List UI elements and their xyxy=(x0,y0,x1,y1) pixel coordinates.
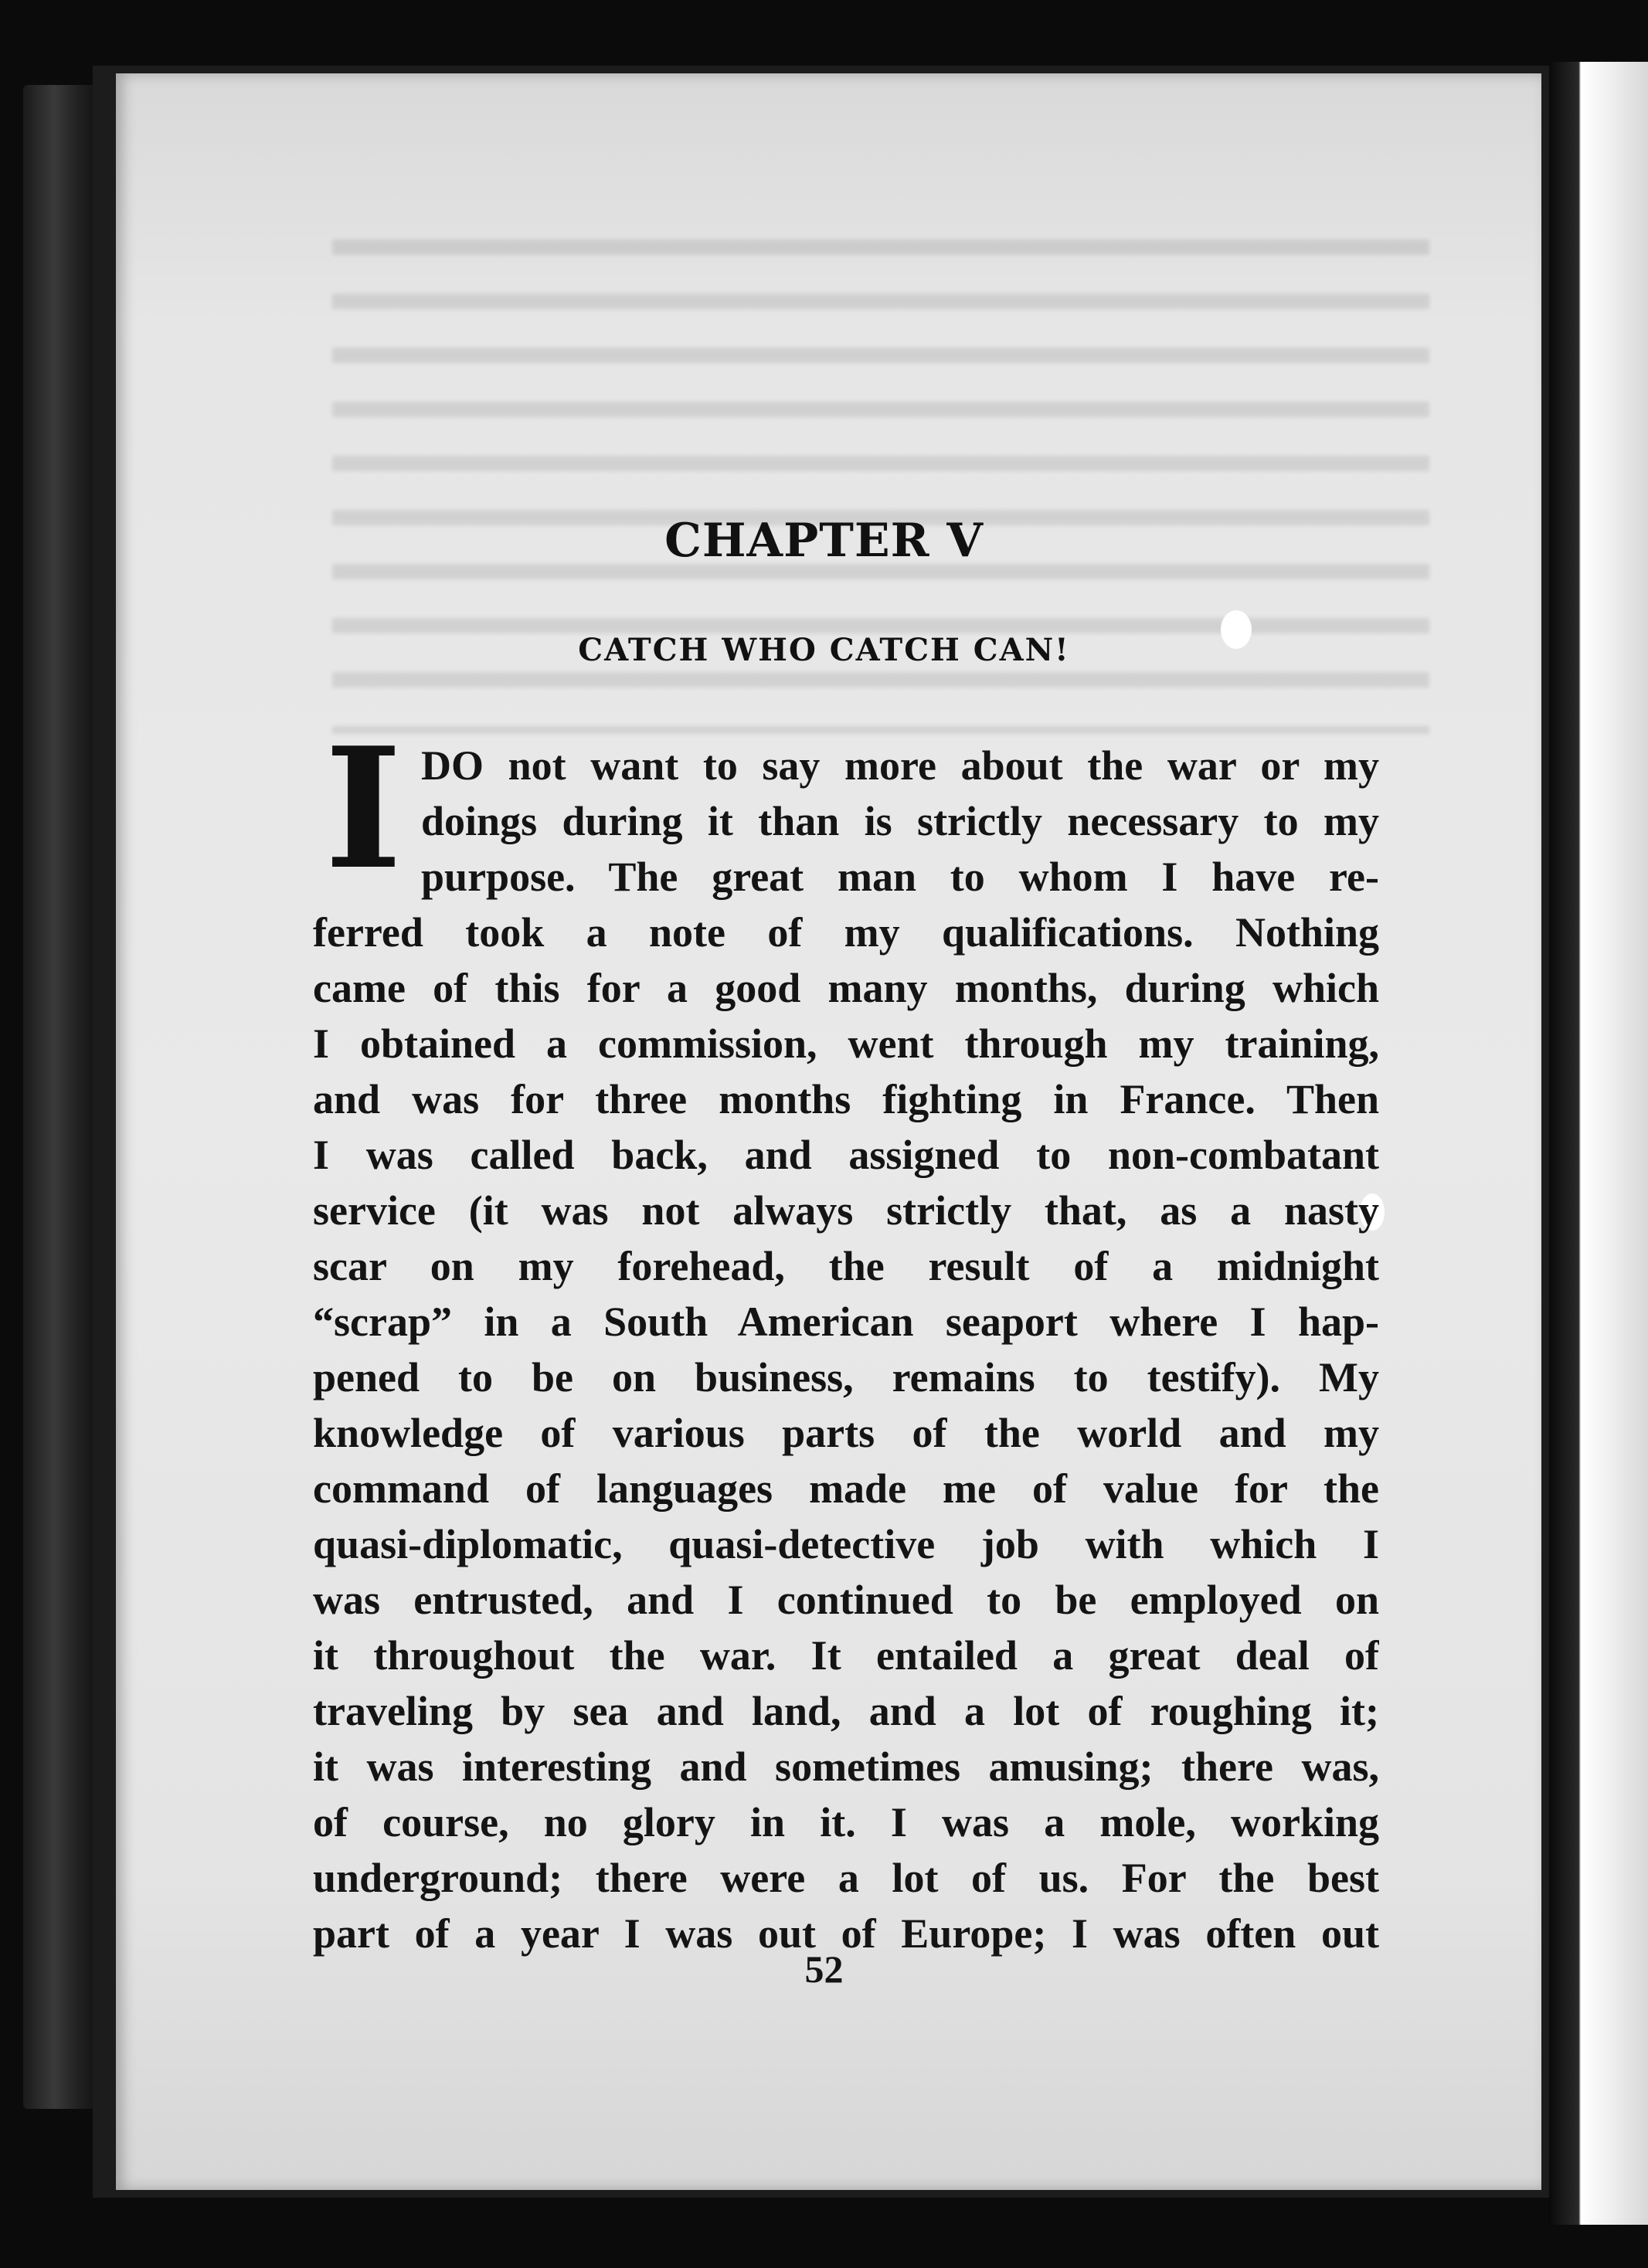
text-line: ferred took a note of my qualifications. Nothing xyxy=(313,909,1379,956)
text-line: traveling by sea and land, and a lot of roughing it; xyxy=(313,1688,1379,1734)
drop-cap: I xyxy=(325,711,403,906)
book-spine xyxy=(23,85,100,2109)
text-line: part of a year I was out of Europe; I was often out xyxy=(313,1910,1379,1957)
text-line: DO not want to say more about the war or my xyxy=(421,742,1379,789)
text-line: quasi-diplomatic, quasi-detective job with which I xyxy=(313,1521,1379,1567)
chapter-title: CHAPTER V xyxy=(664,514,984,568)
text-line: knowledge of various parts of the world and my xyxy=(313,1410,1379,1456)
text-line: it was interesting and sometimes amusing; there was, xyxy=(313,1743,1379,1790)
text-line: purpose. The great man to whom I have re- xyxy=(421,854,1379,900)
text-line: came of this for a good many months, during which xyxy=(313,965,1379,1011)
text-line: scar on my forehead, the result of a midnight xyxy=(313,1243,1379,1289)
text-line: I obtained a commission, went through my training, xyxy=(313,1020,1379,1067)
text-line: doings during it than is strictly necessary to my xyxy=(421,798,1379,844)
text-line: I was called back, and assigned to non-combatant xyxy=(313,1132,1379,1178)
page-number: 52 xyxy=(804,1947,844,1991)
text-line: underground; there were a lot of us. For the best xyxy=(313,1855,1379,1901)
text-line: it throughout the war. It entailed a great deal of xyxy=(313,1632,1379,1679)
text-line: command of languages made me of value for the xyxy=(313,1465,1379,1512)
chapter-subtitle: CATCH WHO CATCH CAN! xyxy=(578,632,1070,668)
text-line: and was for three months fighting in France. Then xyxy=(313,1076,1379,1122)
text-line: of course, no glory in it. I was a mole, working xyxy=(313,1799,1379,1845)
text-line: “scrap” in a South American seaport where I hap- xyxy=(313,1299,1379,1345)
text-line: was entrusted, and I continued to be employed on xyxy=(313,1577,1379,1623)
body-text xyxy=(313,711,1379,1961)
text-line: service (it was not always strictly that, as a nasty xyxy=(313,1187,1379,1234)
facing-page-edge xyxy=(1549,62,1648,2225)
text-line: pened to be on business, remains to testify). My xyxy=(313,1354,1379,1401)
